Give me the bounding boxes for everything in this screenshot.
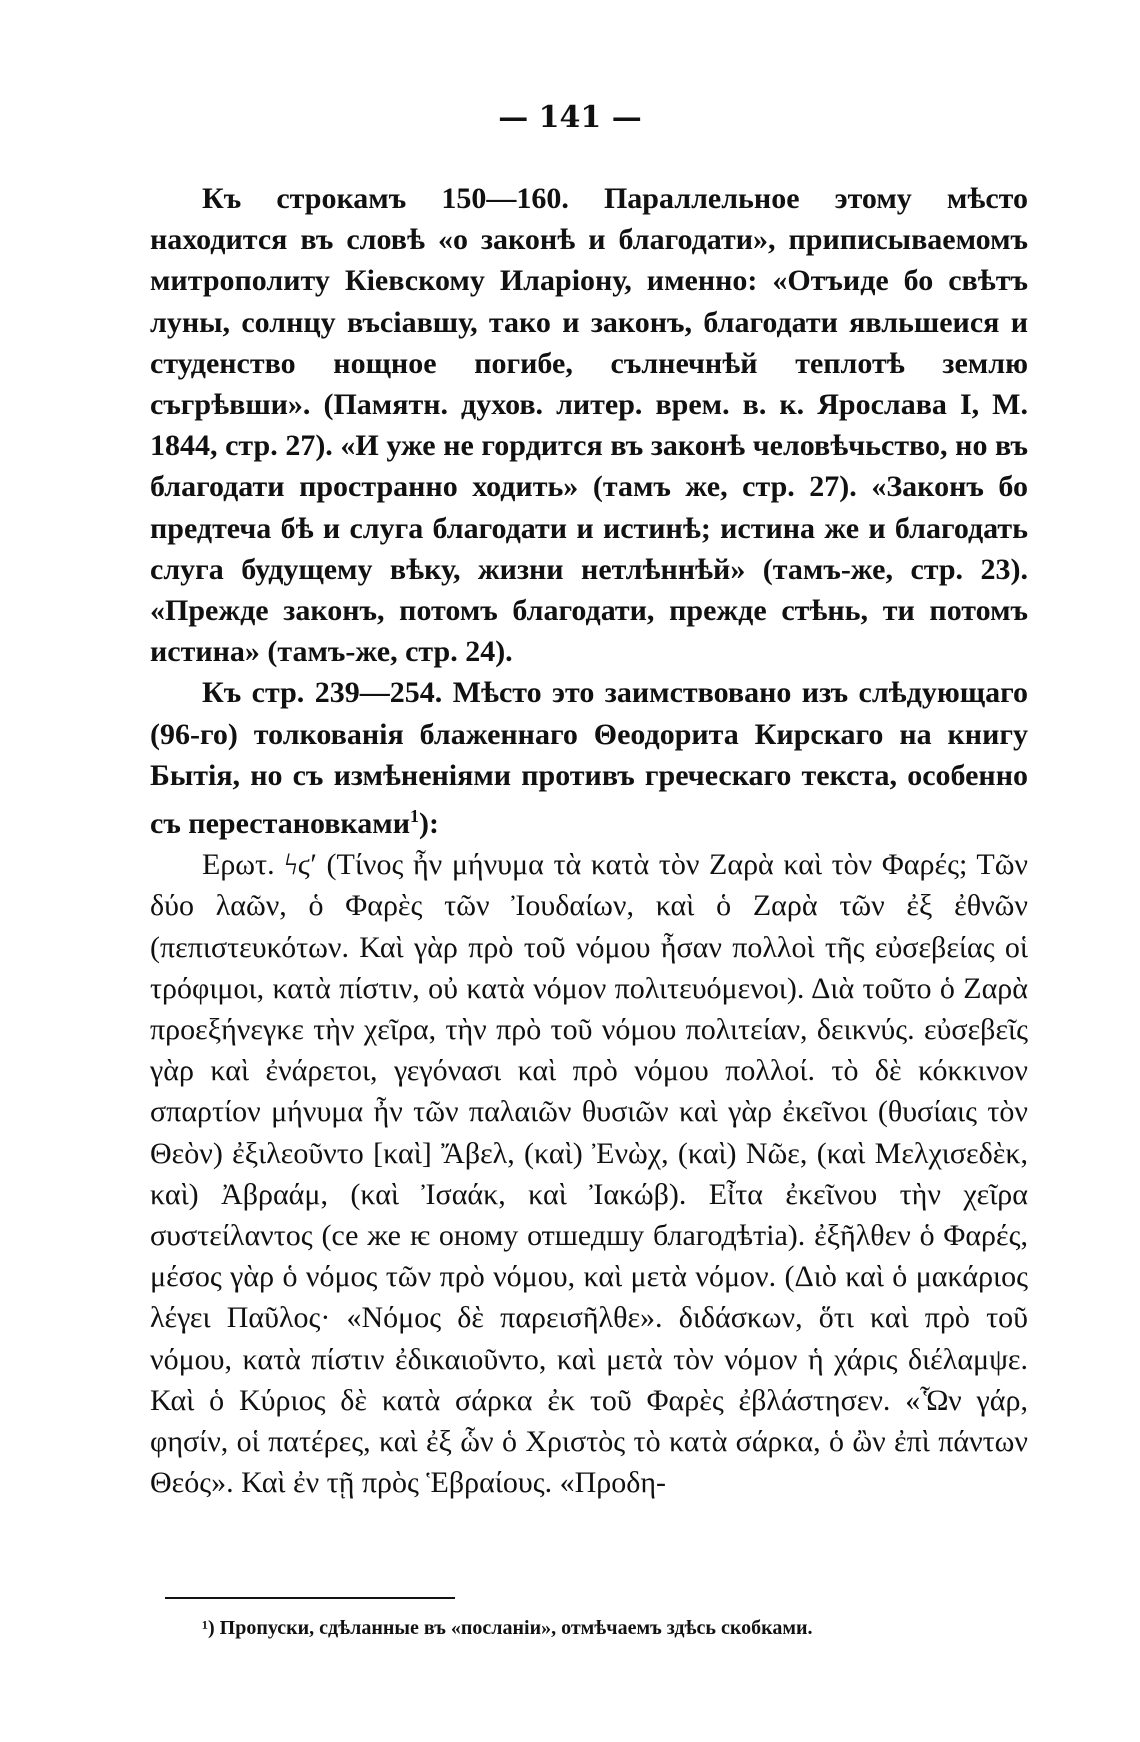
footnote bbox=[150, 1617, 1028, 1640]
main-text bbox=[150, 178, 1028, 1504]
paragraph-text: Къ стр. 239—254. Мѣсто это заимствовано изъ слѣдующаго (96-го) толкованія блаженнаго Θеодорита Кирскаго на книгу Бытія, но съ измѣненіями противъ греческаго текста, особенно съ перестановками bbox=[150, 676, 1028, 841]
paragraph-tail: ): bbox=[418, 807, 439, 841]
footnote-divider bbox=[165, 1597, 455, 1599]
greek-quotation: Ερωτ. ϟϛʹ (Τίνος ἦν μήνυμα τὰ κατὰ τὸν Ζαρὰ καὶ τὸν Φαρές; Τῶν δύο λαῶν, ὁ Φαρὲς τῶν Ἰουδαίων, καὶ ὁ Ζαρὰ τῶν ἐξ ἐθνῶν (πεπιστευκότων. Καὶ γὰρ πρὸ τοῦ νόμου ἦσαν πολλοὶ τῆς εὐσεβείας οἱ τρόφιμοι, κατὰ πίστιν, οὐ κατὰ νόμον πολιτευόμενοι). Διὰ τοῦτο ὁ Ζαρὰ προεξήνεγκε τὴν χεῖρα, τὴν πρὸ τοῦ νόμου πολιτείαν, δεικνύς. εὐσεβεῖς γὰρ καὶ ἐνάρετοι, γεγόνασι καὶ πρὸ νόμου πολλοί. τὸ δὲ κόκκινον σπαρτίον μήνυμα ἦν τῶν παλαιῶν θυσιῶν καὶ γὰρ ἐκεῖνοι (θυσίαις τὸν Θεὸν) ἐξιλεοῦντο [καὶ] Ἄβελ, (καὶ) Ἐνὼχ, (καὶ) Νῶε, (καὶ Μελχισεδὲκ, καὶ) Ἀβραάμ, (καὶ Ἰσαάκ, καὶ Ἰακώβ). Εἶτα ἐκεῖνου τὴν χεῖρα συστείλαντος (се же ѥ оному отшедшу благодѣтіа). ἐξῆλθεν ὁ Φαρές, μέσος γὰρ ὁ νόμος τῶν πρὸ νόμου, καὶ μετὰ νόμον. (Διὸ καὶ ὁ μακάριος λέγει Παῦλος· «Νόμος δὲ παρεισῆλθε». διδάσκων, ὅτι καὶ πρὸ τοῦ νόμου, κατὰ πίστιν ἐδικαιοῦντο, καὶ μετὰ τὸν νόμον ἡ χάρις διέλαμψε. Καὶ ὁ Κύριος δὲ κατὰ σάρκα ἐκ τοῦ Φαρὲς ἐβλάστησεν. «Ὧν γάρ, φησίν, οἱ πατέρες, καὶ ἐξ ὧν ὁ Χριστὸς τὸ κατὰ σάρκα, ὁ ὢν ἐπὶ πάντων Θεός». Καὶ ἐν τῇ πρὸς Ἑβραίους. «Προδη- bbox=[150, 848, 1028, 1500]
footnote-reference: 1 bbox=[409, 806, 419, 827]
footnote-text: Пропуски, сдѣланные въ «посланіи», отмѣчаемъ здѣсь скобками. bbox=[219, 1617, 813, 1639]
page-number: — 141 — bbox=[498, 100, 642, 135]
paragraph-note-pages-239-254 bbox=[150, 672, 1028, 844]
footnote-marker: ¹) bbox=[202, 1617, 215, 1639]
paragraph-note-lines-150-160: Къ строкамъ 150—160. Параллельное этому мѣсто находится въ словѣ «о законѣ и благодати», приписываемомъ митрополиту Кіевскому Иларіону, именно: «Отъиде бо свѣтъ луны, солнцу въсіавшу, тако и законъ, благодати явльшеися и студенство нощное погибе, сълнечнѣй теплотѣ землю съгрѣвши». (Памятн. духов. литер. врем. в. к. Ярослава I, М. 1844, стр. 27). «И уже не гордится въ законѣ человѣчьство, но въ благодати пространно ходить» (тамъ же, стр. 27). «Законъ бо предтеча бѣ и слуга благодати и истинѣ; истина же и благодать слуга будущему вѣку, жизни нетлѣннѣй» (тамъ-же, стр. 23). «Прежде законъ, потомъ благодати, прежде стѣнь, ти потомъ истина» (тамъ-же, стр. 24). bbox=[150, 182, 1028, 669]
